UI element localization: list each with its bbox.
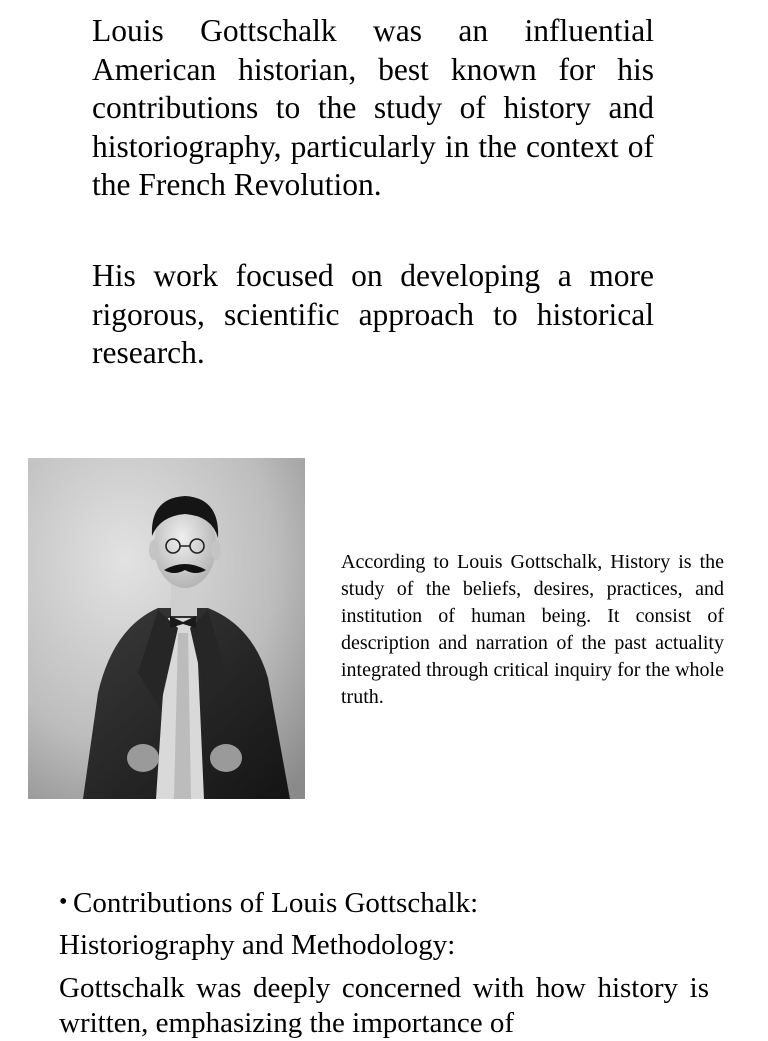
historiography-subheading: Historiography and Methodology: — [59, 929, 456, 961]
intro-paragraph-2: His work focused on developing a more rigorous, scientific approach to historical research. — [92, 258, 654, 370]
contributions-heading — [59, 885, 709, 921]
gottschalk-definition: According to Louis Gottschalk, History is the study of the beliefs, desires, practices, and institution of human being. It consist of description and narration of the past actuality integrated through critical inquiry for the whole truth. — [341, 551, 724, 708]
contributions-heading-text: Contributions of Louis Gottschalk: — [73, 887, 479, 919]
bullet-icon: • — [59, 889, 68, 915]
intro-paragraph-1: Louis Gottschalk was an influential American historian, best known for his contributions to the study of history and historiography, particularly in the context of the French Revolution. — [92, 13, 654, 202]
historiography-paragraph: Gottschalk was deeply concerned with how history is written, emphasizing the importance of — [59, 972, 709, 1039]
portrait-photo — [28, 458, 305, 799]
